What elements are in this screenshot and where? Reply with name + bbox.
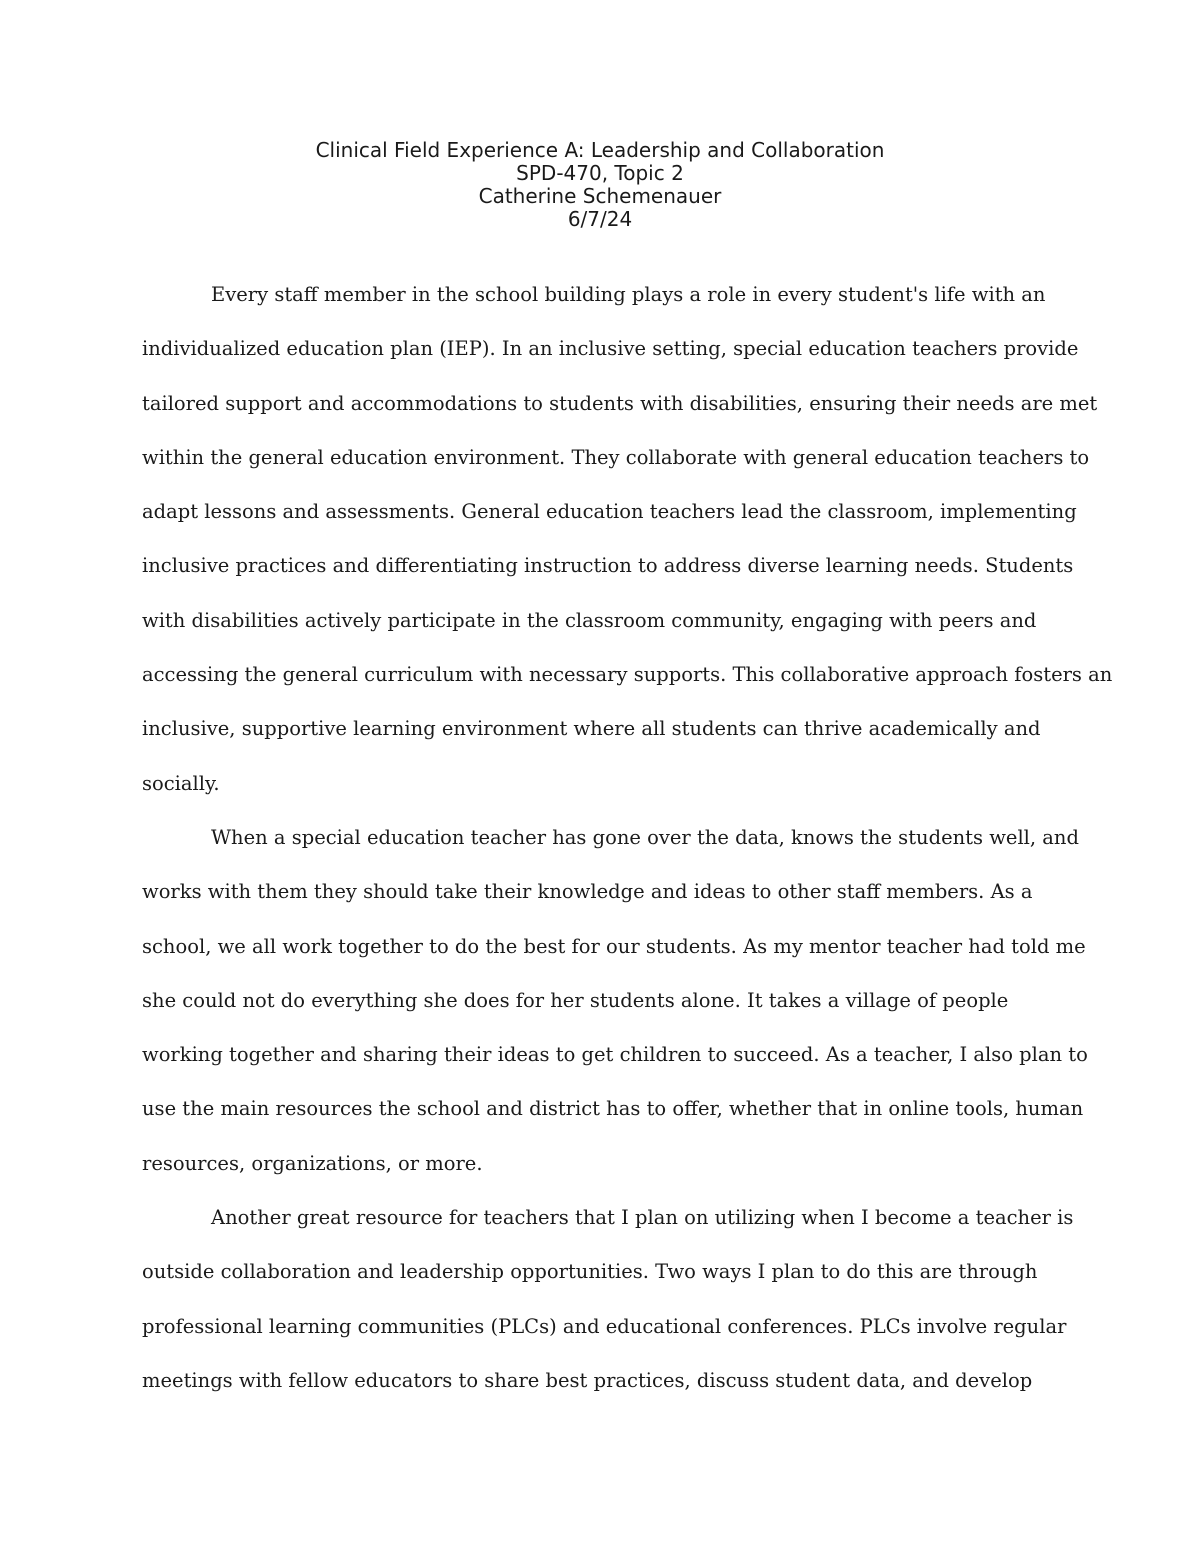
paragraph-2-line-6: use the main resources the school and district has to offer, whether that in online tools, human (142, 1097, 1084, 1121)
paragraph-1-line-8: accessing the general curriculum with necessary supports. This collaborative approach fosters an (142, 663, 1113, 687)
paragraph-3-line-4: meetings with fellow educators to share best practices, discuss student data, and develop (142, 1368, 1033, 1392)
paragraph-1-line-9: inclusive, supportive learning environment where all students can thrive academically and (142, 717, 1041, 741)
author-name: Catherine Schemenauer (478, 184, 722, 208)
paragraph-1-line-3: tailored support and accommodations to students with disabilities, ensuring their needs are met (142, 391, 1098, 415)
paragraph-1-line-5: adapt lessons and assessments. General education teachers lead the classroom, implementing (142, 500, 1077, 524)
paragraph-3-line-3: professional learning communities (PLCs) and educational conferences. PLCs involve regular (142, 1314, 1067, 1338)
paragraph-2-line-3: school, we all work together to do the best for our students. As my mentor teacher had told me (142, 934, 1086, 958)
paragraph-3-line-1: Another great resource for teachers that I plan on utilizing when I become a teacher is (211, 1206, 1074, 1230)
paragraph-1-line-2: individualized education plan (IEP). In an inclusive setting, special education teachers provide (142, 337, 1079, 361)
paragraph-2-line-5: working together and sharing their ideas to get children to succeed. As a teacher, I also plan to (142, 1043, 1088, 1067)
document-date: 6/7/24 (567, 207, 633, 231)
paragraph-1-line-6: inclusive practices and differentiating instruction to address diverse learning needs. Students (142, 554, 1074, 578)
course-label: SPD-470, Topic 2 (516, 161, 684, 185)
paragraph-2-line-1: When a special education teacher has gone over the data, knows the students well, and (211, 825, 1079, 849)
document-header (0, 139, 1200, 231)
paragraph-1-line-1: Every staff member in the school building plays a role in every student's life with an (211, 283, 1046, 306)
paragraph-1-line-7: with disabilities actively participate in the classroom community, engaging with peers and (142, 608, 1037, 632)
paragraph-3-line-2: outside collaboration and leadership opportunities. Two ways I plan to do this are through (142, 1260, 1038, 1284)
document-body (142, 276, 1113, 1416)
document-title: Clinical Field Experience A: Leadership and Collaboration (315, 138, 885, 162)
paragraph-1-line-10: socially. (142, 771, 220, 795)
paragraph-2-line-7: resources, organizations, or more. (142, 1151, 483, 1175)
paragraph-2-line-4: she could not do everything she does for her students alone. It takes a village of people (142, 988, 1009, 1012)
paragraph-2-line-2: works with them they should take their knowledge and ideas to other staff members. As a (142, 880, 1033, 904)
paragraph-1-line-4: within the general education environment. They collaborate with general education teachers to (142, 445, 1090, 469)
